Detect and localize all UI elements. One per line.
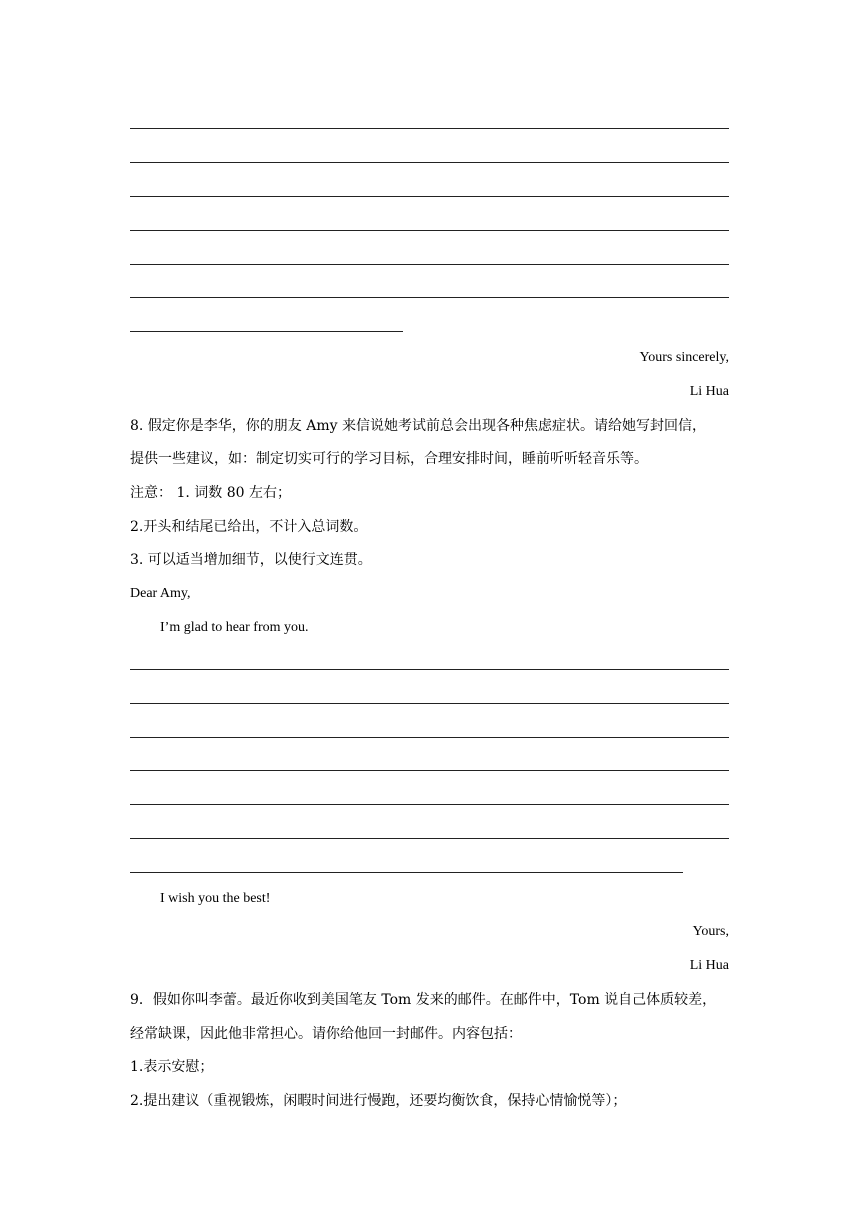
answer-line[interactable]	[130, 230, 729, 231]
q8-opening-line: I’m glad to hear from you.	[160, 620, 309, 635]
q8-prompt-line1: 8. 假定你是李华，你的朋友 Amy 来信说她考试前总会出现各种焦虑症状。请给她写封回信，	[130, 418, 707, 434]
q8-note-2: 2.开头和结尾已给出，不计入总词数。	[130, 519, 368, 535]
q9-item-2: 2.提出建议（重视锻炼，闲暇时间进行慢跑，还要均衡饮食，保持心情愉悦等）；	[130, 1093, 627, 1109]
answer-line[interactable]	[130, 297, 729, 298]
answer-line[interactable]	[130, 804, 729, 805]
q8-prompt-line2: 提供一些建议，如：制定切实可行的学习目标，合理安排时间，睡前听听轻音乐等。	[130, 451, 648, 467]
q8-ending-line: I wish you the best!	[160, 891, 271, 906]
q8-greeting: Dear Amy,	[130, 586, 191, 601]
q9-item-1: 1.表示安慰；	[130, 1059, 214, 1075]
answer-line[interactable]	[130, 128, 729, 129]
answer-line[interactable]	[130, 162, 729, 163]
answer-line[interactable]	[130, 669, 729, 670]
answer-line-short[interactable]	[130, 872, 683, 873]
answer-line[interactable]	[130, 703, 729, 704]
q9-prompt-line1: 9．假如你叫李蕾。最近你收到美国笔友 Tom 发来的邮件。在邮件中，Tom 说自己体质较差，	[130, 992, 717, 1008]
q9-prompt-line2: 经常缺课，因此他非常担心。请你给他回一封邮件。内容包括：	[130, 1026, 522, 1042]
answer-line[interactable]	[130, 264, 729, 265]
answer-line[interactable]	[130, 838, 729, 839]
closing-sincerely: Yours sincerely,	[639, 350, 729, 365]
answer-line[interactable]	[130, 196, 729, 197]
answer-line[interactable]	[130, 737, 729, 738]
q8-note-1: 注意： 1. 词数 80 左右；	[130, 485, 291, 501]
answer-line-short[interactable]	[130, 331, 403, 332]
q8-signature: Li Hua	[689, 958, 729, 973]
signature-li-hua: Li Hua	[689, 384, 729, 399]
q8-closing: Yours,	[692, 924, 729, 939]
q8-note-3: 3. 可以适当增加细节，以使行文连贯。	[130, 552, 372, 568]
answer-line[interactable]	[130, 770, 729, 771]
